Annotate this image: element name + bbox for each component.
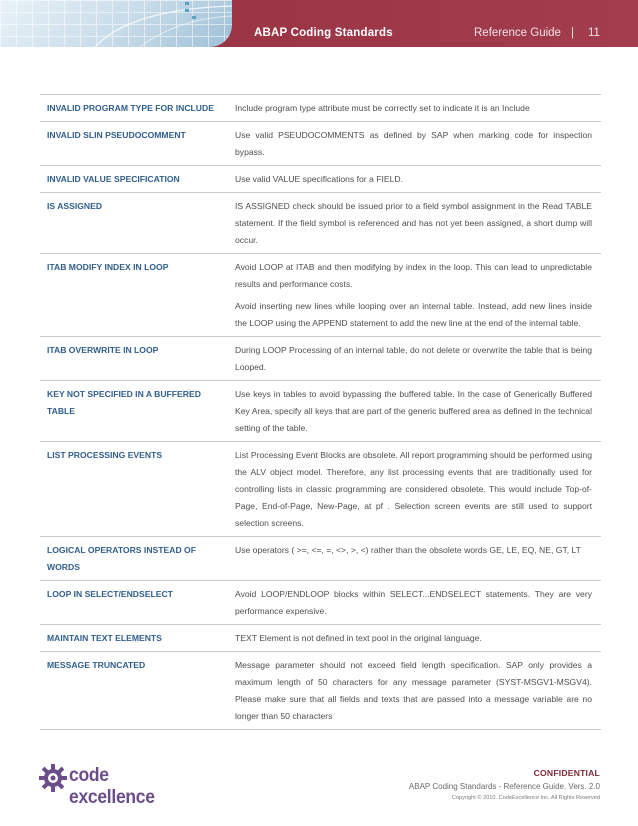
- rule-description: [229, 586, 601, 620]
- description-paragraph: Message parameter should not exceed field length specification. SAP only provides a maximum length of 50 characters for any message parameter (SYST-MSGV1-MSGV4). Please make sure that all fields and texts that are passed into a message variable are no longer than 50 characters: [235, 660, 592, 721]
- description-paragraph: Avoid LOOP/ENDLOOP blocks within SELECT...ENDSELECT statements. They are very performance expensive.: [235, 589, 592, 616]
- rule-name: LOOP IN SELECT/ENDSELECT: [47, 589, 173, 599]
- table-row: [40, 652, 601, 730]
- rule-name: LOGICAL OPERATORS INSTEAD OF WORDS: [47, 545, 196, 572]
- rule-name: MESSAGE TRUNCATED: [47, 660, 146, 670]
- table-row: [40, 95, 601, 122]
- logo-wordmark: code excellence: [69, 765, 155, 808]
- page-header: [0, 0, 638, 47]
- table-row: [40, 122, 601, 166]
- gear-icon: [38, 763, 68, 793]
- company-logo: [38, 763, 178, 808]
- description-paragraph: Use operators ( >=, <=, =, <>, >, <) rather than the obsolete words GE, LE, EQ, NE, GT, LT: [235, 545, 581, 555]
- description-paragraph: Use keys in tables to avoid bypassing the buffered table. In the case of Generically Buffered Key Area, specify all keys that are part of the generic buffered area as defined in the technical setting of the table.: [235, 389, 592, 433]
- description-paragraph: IS ASSIGNED check should be issued prior to a field symbol assignment in the Read TABLE statement. If the field symbol is referenced and has not yet been assigned, a short dump will occur.: [235, 201, 592, 245]
- table-row: [40, 442, 601, 537]
- document-title: ABAP Coding Standards: [254, 27, 393, 39]
- description-paragraph: Use valid VALUE specifications for a FIELD.: [235, 174, 403, 184]
- guide-label: Reference Guide: [474, 27, 561, 39]
- copyright-notice: Copyright © 2010. CodeExcellence Inc. All Rights Reserved: [451, 795, 600, 801]
- table-row: [40, 625, 601, 652]
- table-row: [40, 193, 601, 254]
- rule-name: KEY NOT SPECIFIED IN A BUFFERED TABLE: [47, 389, 201, 416]
- rule-description: [229, 542, 601, 576]
- table-row: [40, 581, 601, 625]
- header-separator: |: [571, 27, 574, 39]
- description-paragraph: Avoid LOOP at ITAB and then modifying by index in the loop. This can lead to unpredictable results and performance costs.: [235, 262, 592, 289]
- rule-description: [229, 100, 601, 117]
- rule-description: [229, 630, 601, 647]
- rule-name: INVALID SLIN PSEUDOCOMMENT: [47, 130, 186, 140]
- rule-name: ITAB MODIFY INDEX IN LOOP: [47, 262, 169, 272]
- rule-description: [229, 259, 601, 332]
- header-graphic: [0, 0, 232, 47]
- description-paragraph: During LOOP Processing of an internal table, do not delete or overwrite the table that is being Looped.: [235, 345, 592, 372]
- rule-description: [229, 657, 601, 725]
- rule-description: [229, 342, 601, 376]
- rule-name: ITAB OVERWRITE IN LOOP: [47, 345, 159, 355]
- table-row: [40, 537, 601, 581]
- rule-description: [229, 447, 601, 532]
- rule-name: INVALID PROGRAM TYPE FOR INCLUDE: [47, 103, 214, 113]
- rule-name: MAINTAIN TEXT ELEMENTS: [47, 633, 162, 643]
- table-row: [40, 381, 601, 442]
- table-row: [40, 254, 601, 337]
- rule-description: [229, 198, 601, 249]
- confidential-label: CONFIDENTIAL: [533, 768, 600, 778]
- rule-name: INVALID VALUE SPECIFICATION: [47, 174, 180, 184]
- rule-description: [229, 127, 601, 161]
- description-paragraph: TEXT Element is not defined in text pool in the original language.: [235, 633, 482, 643]
- description-paragraph: Include program type attribute must be correctly set to indicate it is an Include: [235, 103, 530, 113]
- rule-name: LIST PROCESSING EVENTS: [47, 450, 163, 460]
- document-reference: ABAP Coding Standards - Reference Guide. Vers. 2.0: [408, 782, 600, 791]
- table-row: [40, 166, 601, 193]
- page-footer: [409, 768, 600, 801]
- rule-description: [229, 386, 601, 437]
- description-paragraph: Use valid PSEUDOCOMMENTS as defined by SAP when marking code for inspection bypass.: [235, 130, 592, 157]
- table-row: [40, 337, 601, 381]
- header-swoosh: [0, 0, 232, 47]
- page-number: 11: [588, 27, 600, 39]
- rule-name: IS ASSIGNED: [47, 201, 103, 211]
- description-paragraph: Avoid inserting new lines while looping over an internal table. Instead, add new lines inside the LOOP using the APPEND statement to add the new line at the end of the internal table.: [235, 301, 592, 328]
- description-paragraph: List Processing Event Blocks are obsolete. All report programming should be performed using the ALV object model. Therefore, any list processing events that are traditionally used for controlling lists in classic programming are considered obsolete. This would include Top-of-Page, End-of-Page, New-Page, at pf . Selection screen events are still used to support selection screens.: [235, 450, 592, 528]
- rule-description: [229, 171, 601, 188]
- standards-table: [40, 94, 601, 730]
